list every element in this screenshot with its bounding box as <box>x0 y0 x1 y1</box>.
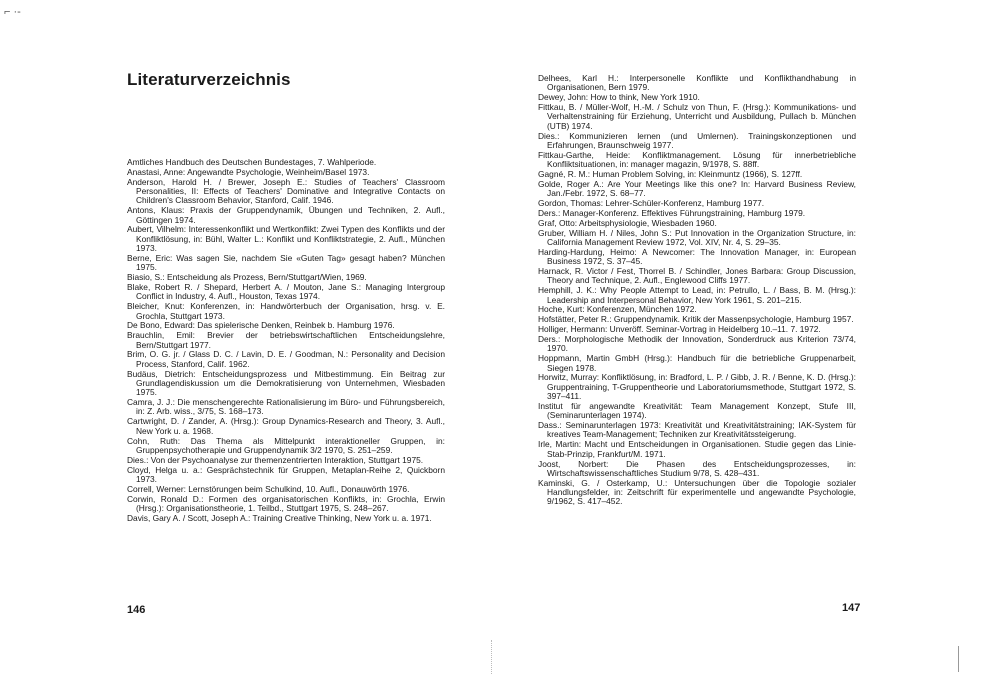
bibliography-entry: Cohn, Ruth: Das Thema als Mittelpunkt interaktioneller Gruppen, in: Gruppenpsychotherapie und Gruppendynamik 3/2 1970, S. 251–259. <box>127 435 445 455</box>
bibliography-entry: De Bono, Edward: Das spielerische Denken, Reinbek b. Hamburg 1976. <box>127 320 395 331</box>
bibliography-entry: Bleicher, Knut: Konferenzen, in: Handwörterbuch der Organisation, hrsg. v. E. Grochla, Stuttgart 1973. <box>127 301 445 321</box>
bibliography-entry: Davis, Gary A. / Scott, Joseph A.: Training Creative Thinking, New York u. a. 1971. <box>127 512 432 523</box>
bibliography-entry: Dies.: Kommunizieren lernen (und Umlernen). Trainingskonzeptionen und Erfahrungen, Braunschweig 1977. <box>538 130 856 150</box>
page-fold-line <box>491 640 492 674</box>
corner-scan-mark: ⌐ ·- <box>4 6 21 18</box>
left-page-bibliography <box>127 158 445 524</box>
bibliography-entry: Budäus, Dietrich: Entscheidungsprozess und Mitbestimmung. Ein Beitrag zur Grundlagendiskussion um die Demokratisierung von Unternehmen, Wiesbaden 1975. <box>127 368 445 398</box>
bibliography-entry: Holliger, Hermann: Unveröff. Seminar-Vortrag in Heidelberg 10.–11. 7. 1972. <box>538 324 821 335</box>
bibliography-entry: Delhees, Karl H.: Interpersonelle Konflikte und Konflikthandhabung in Organisationen, Bern 1979. <box>538 73 856 93</box>
scan-edge-line <box>958 646 959 672</box>
bibliography-entry: Graf, Otto: Arbeitsphysiologie, Wiesbaden 1960. <box>538 217 717 228</box>
page-number-left: 146 <box>127 604 146 616</box>
page-number-right: 147 <box>842 602 861 614</box>
bibliography-entry: Anderson, Harold H. / Brewer, Joseph E.: Studies of Teachers' Classroom Personalities, II: Effects of Teachers' Dominative and Integrative Contacts on Children's Classroom Behavior, Stanford, Calif. 1946. <box>127 176 445 206</box>
bibliography-entry: Horwitz, Murray: Konfliktlösung, in: Bradford, L. P. / Gibb, J. R. / Benne, K. D. (Hrsg.): Gruppentraining, T-Gruppentheorie und Laboratoriumsmethode, Stuttgart 1972, S. 397–411. <box>538 372 856 402</box>
bibliography-entry: Gagné, R. M.: Human Problem Solving, in: Kleinmuntz (1966), S. 127ff. <box>538 168 803 179</box>
bibliography-entry: Harnack, R. Victor / Fest, Thorrel B. / Schindler, Jones Barbara: Group Discussion, Theory and Technique, 2. Aufl., Englewood Cliffs 1977. <box>538 266 856 286</box>
bibliography-entry: Blake, Robert R. / Shepard, Herbert A. / Mouton, Jane S.: Managing Intergroup Conflict in Industry, 4. Aufl., Houston, Texas 1974. <box>127 282 445 302</box>
right-page-bibliography <box>538 74 856 507</box>
bibliography-entry: Joost, Norbert: Die Phasen des Entscheidungsprozesses, in: Wirtschaftswissenschaftliches Studium 9/78, S. 428–431. <box>538 458 856 478</box>
bibliography-entry: Kaminski, G. / Osterkamp, U.: Untersuchungen über die Topologie sozialer Handlungsfelder, in: Zeitschrift für experimentelle und angewandte Psychologie, 9/1962, S. 417–452. <box>538 477 856 507</box>
bibliography-entry: Hemphill, J. K.: Why People Attempt to Lead, in: Petrullo, L. / Bass, B. M. (Hrsg.): Leadership and Interpersonal Behavior, New York 1961, S. 201–215. <box>538 285 856 305</box>
bibliography-entry: Fittkau-Garthe, Heide: Konfliktmanagement. Lösung für innerbetriebliche Konfliktsituationen, in: manager magazin, 9/1978, S. 88ff. <box>538 149 856 170</box>
bibliography-entry: Cloyd, Helga u. a.: Gesprächstechnik für Gruppen, Metaplan-Reihe 2, Quickborn 1973. <box>127 464 445 484</box>
page-title: Literaturverzeichnis <box>127 70 291 89</box>
bibliography-entry: Gordon, Thomas: Lehrer-Schüler-Konferenz, Hamburg 1977. <box>538 198 765 209</box>
bibliography-entry: Ders.: Morphologische Methodik der Innovation, Sonderdruck aus Kriterion 73/74, 1970. <box>538 334 856 354</box>
bibliography-entry: Gruber, William H. / Niles, John S.: Put Innovation in the Organization Structure, in: California Management Review 1972, Vol. XIV, Nr. 4, S. 29–35. <box>538 227 856 247</box>
bibliography-entry: Dewey, John: How to think, New York 1910. <box>538 92 700 103</box>
bibliography-entry: Correll, Werner: Lernstörungen beim Schulkind, 10. Aufl., Donauwörth 1976. <box>127 483 410 494</box>
bibliography-entry: Antons, Klaus: Praxis der Gruppendynamik, Übungen und Techniken, 2. Aufl., Göttingen 1974. <box>127 205 445 225</box>
bibliography-entry: Corwin, Ronald D.: Formen des organisatorischen Konflikts, in: Grochla, Erwin (Hrsg.): Organisationstheorie, 1. Teilbd., Stuttgart 1975, S. 248–267. <box>127 493 445 513</box>
bibliography-entry: Hofstätter, Peter R.: Gruppendynamik. Kritik der Massenpsychologie, Hamburg 1957. <box>538 314 854 325</box>
bibliography-entry: Cartwright, D. / Zander, A. (Hrsg.): Group Dynamics-Research and Theory, 3. Aufl., New York u. a. 1968. <box>127 416 445 436</box>
bibliography-entry: Camra, J. J.: Die menschengerechte Rationalisierung im Büro- und Führungsbereich, in: Z. Arb. wiss., 3/75, S. 168–173. <box>127 397 445 417</box>
bibliography-entry: Brauchlin, Emil: Brevier der betriebswirtschaftlichen Entscheidungslehre, Bern/Stuttgart 1977. <box>127 330 445 350</box>
bibliography-entry: Ders.: Manager-Konferenz. Effektives Führungstraining, Hamburg 1979. <box>538 207 806 218</box>
bibliography-entry: Anastasi, Anne: Angewandte Psychologie, Weinheim/Basel 1973. <box>127 166 370 177</box>
bibliography-entry: Dass.: Seminarunterlagen 1973: Kreativität und Kreativitätstraining; IAK-System für kreatives Team-Management; Techniken zur Kreativitätssteigerung. <box>538 420 856 440</box>
bibliography-entry: Berne, Eric: Was sagen Sie, nachdem Sie «Guten Tag» gesagt haben? München 1975. <box>127 252 445 273</box>
bibliography-entry: Hoppmann, Martin GmbH (Hrsg.): Handbuch für die betriebliche Gruppenarbeit, Siegen 1978. <box>538 353 856 373</box>
bibliography-entry: Dies.: Von der Psychoanalyse zur themenzentrierten Interaktion, Stuttgart 1975. <box>127 454 424 465</box>
bibliography-entry: Golde, Roger A.: Are Your Meetings like this one? In: Harvard Business Review, Jan./Febr. 1972, S. 68–77. <box>538 178 856 199</box>
bibliography-entry: Aubert, Vilhelm: Interessenkonflikt und Wertkonflikt: Zwei Typen des Konflikts und der Konfliktlösung, in: Bühl, Walter L.: Konflikt und Konfliktstrategie, 2. Aufl., München 1973. <box>127 224 445 254</box>
bibliography-entry: Fittkau, B. / Müller-Wolf, H.-M. / Schulz von Thun, F. (Hrsg.): Kommunikations- und Verhaltenstraining für Erziehung, Unterricht und Ausbildung, Pullach b. München (UTB) 1974. <box>538 102 856 131</box>
bibliography-entry: Biasio, S.: Entscheidung als Prozess, Bern/Stuttgart/Wien, 1969. <box>127 272 367 283</box>
bibliography-entry: Brim, O. G. jr. / Glass D. C. / Lavin, D. E. / Goodman, N.: Personality and Decision Process, Stanford, Calif. 1962. <box>127 349 445 369</box>
bibliography-entry: Hoche, Kurt: Konferenzen, München 1972. <box>538 304 697 315</box>
bibliography-entry: Harding-Hardung, Heimo: A Newcomer: The Innovation Manager, in: European Business 1972, S. 37–45. <box>538 246 856 267</box>
bibliography-entry: Amtliches Handbuch des Deutschen Bundestages, 7. Wahlperiode. <box>127 157 377 167</box>
bibliography-entry: Irle, Martin: Macht und Entscheidungen in Organisationen. Studie gegen das Linie-Stab-Prinzip, Frankfurt/M. 1971. <box>538 439 856 459</box>
bibliography-entry: Institut für angewandte Kreativität: Team Management Konzept, Stufe III, (Seminarunterlagen 1974). <box>538 400 856 421</box>
